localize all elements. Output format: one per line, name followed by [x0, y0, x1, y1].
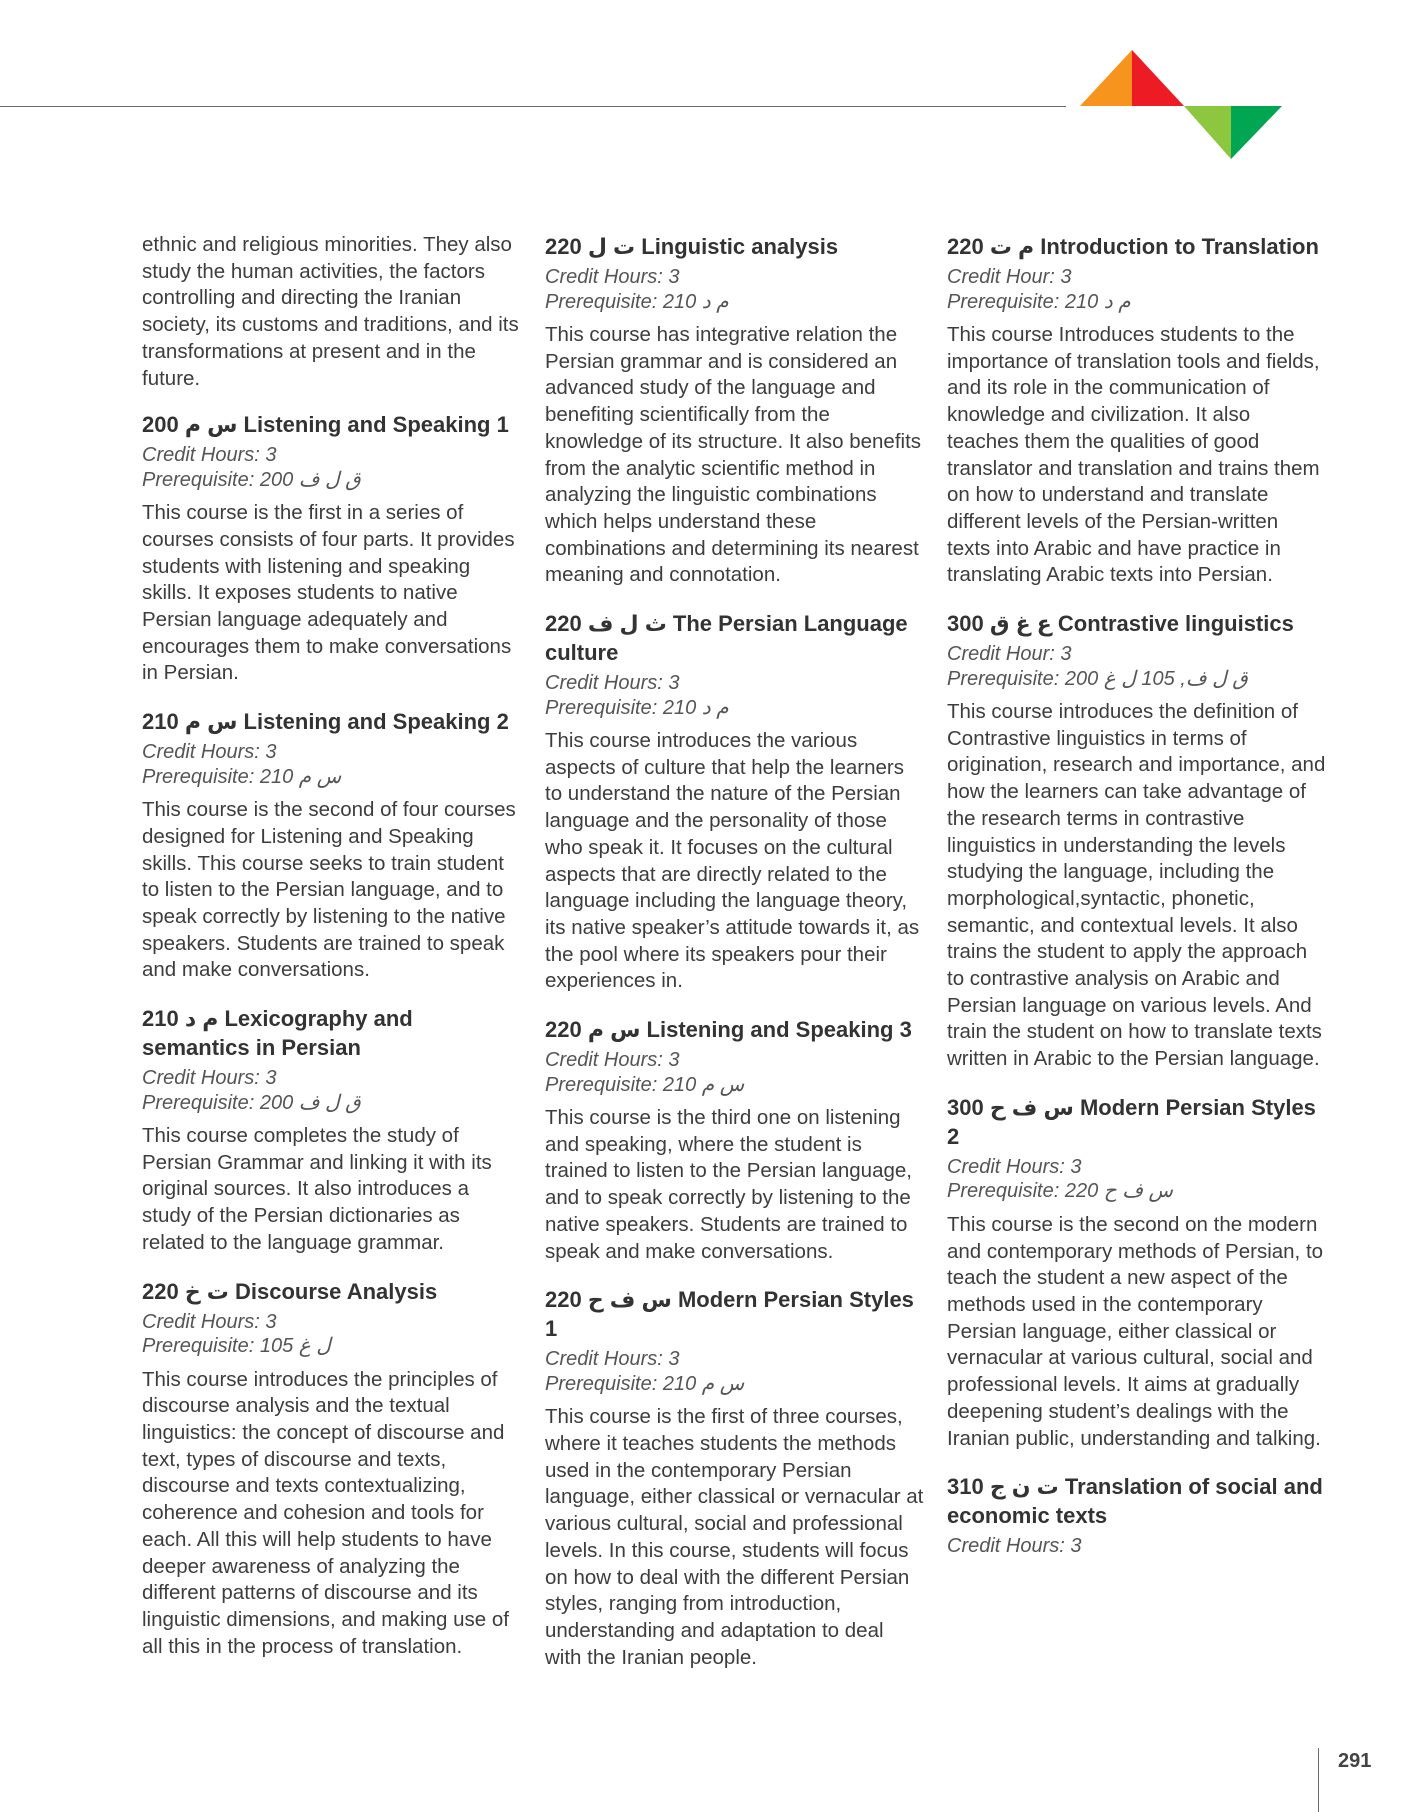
course-introduction-to-translation	[947, 232, 1327, 589]
triangle-logo-icon	[1080, 50, 1320, 165]
course-lexicography	[142, 1004, 522, 1257]
course-prerequisite: Prerequisite: 200 ق ل ف, 105 ل غ	[947, 667, 1248, 690]
course-credit: Credit Hours: 3	[947, 1155, 1082, 1178]
course-title: 310 ت ن ج Translation of social and economic texts	[947, 1474, 1323, 1529]
header-rule	[0, 106, 1066, 107]
course-title: 300 س ف ح Modern Persian Styles 2	[947, 1094, 1316, 1149]
course-prerequisite: Prerequisite: 220 س ف ح	[947, 1180, 1173, 1203]
intro-paragraph: ethnic and religious minorities. They also study the human activities, the factors controlling and directing the Iranian society, its customs and traditions, and its transformations at present and in the future.	[142, 233, 519, 390]
course-title: 220 ت ل Linguistic analysis	[545, 234, 839, 259]
course-credit: Credit Hours: 3	[545, 266, 680, 288]
course-credit: Credit Hours: 3	[142, 741, 277, 764]
course-description: This course is the third one on listening and speaking, where the student is trained to listen to the Persian language, and to speak correctly by listening to the native speakers. Students are trained to speak and make conversations.	[545, 1106, 912, 1263]
course-description: This course is the second of four courses designed for Listening and Speaking skills. This course seeks to train student to listen to the Persian language, and to speak correctly by listening to the native speakers. Students are trained to speak and make conversations.	[142, 798, 516, 982]
course-title: 210 م د Lexicography and semantics in Persian	[142, 1006, 413, 1061]
course-credit: Credit Hours: 3	[142, 1067, 277, 1090]
course-title: 220 س م Listening and Speaking 3	[545, 1017, 912, 1043]
course-modern-persian-styles-2	[947, 1093, 1327, 1452]
course-modern-persian-styles-1	[545, 1285, 925, 1671]
course-translation-social-economic	[947, 1472, 1327, 1559]
course-credit: Credit Hours: 3	[545, 672, 680, 695]
logo-red-triangle	[1132, 50, 1184, 106]
course-description: This course introduces the principles of discourse analysis and the textual linguistics: the concept of discourse and text, types of discourse and texts, discourse and texts contextualizing, coherence and cohesion and tools for each. All this will help students to have deeper awareness of analyzing the different patterns of discourse and its linguistic dimensions, and making use of all this in the process of translation.	[142, 1367, 509, 1658]
course-prerequisite: Prerequisite: 105 ل غ	[142, 1335, 331, 1358]
course-listening-speaking-1	[142, 410, 522, 687]
course-credit: Credit Hours: 3	[142, 1310, 277, 1333]
course-listening-speaking-2	[142, 707, 522, 984]
course-prerequisite: Prerequisite: 210 م د	[545, 290, 729, 313]
course-credit: Credit Hours: 3	[947, 1535, 1082, 1558]
logo-lightgreen-triangle	[1184, 106, 1231, 159]
course-discourse-analysis	[142, 1277, 522, 1661]
course-description: This course is the second on the modern and contemporary methods of Persian, to teach the student a new aspect of the methods used in the contemporary Persian language, either classical or vernacular at various cultural, social and professional levels. It aims at gradually deepening student’s dealings with the Iranian public, understanding and talking.	[947, 1212, 1324, 1450]
course-credit: Credit Hours: 3	[545, 1049, 680, 1072]
course-description: This course Introduces students to the importance of translation tools and fields, and its role in the communication of knowledge and civilization. It also teaches them the qualities of good translator and translation and trains them on how to understand and translate different levels of the Persian-written texts into Arabic and have practice in translating Arabic texts into Persian.	[947, 323, 1320, 587]
course-title: 220 ث ل ف The Persian Language culture	[545, 611, 908, 666]
course-persian-language-culture	[545, 609, 925, 995]
logo-orange-triangle	[1080, 50, 1132, 106]
course-description: This course introduces the various aspects of culture that help the learners to understand the nature of the Persian language and the personality of those who speak it. It focuses on the cultural aspects that are directly related to the language including the language theory, its native speaker’s attitude towards it, as the pool where its speakers pour their experiences in.	[545, 729, 920, 993]
course-title: 200 س م Listening and Speaking 1	[142, 412, 509, 438]
course-title: 220 س ف ح Modern Persian Styles 1	[545, 1287, 914, 1342]
course-credit: Credit Hour: 3	[947, 266, 1072, 288]
logo-green-triangle	[1231, 106, 1282, 159]
course-description: This course has integrative relation the Persian grammar and is considered an advanced study of the language and benefiting scientifically from the knowledge of its structure. It also benefits from the analytic scientific method in analyzing the linguistic combinations which helps understand these combinations and determining its nearest meaning and connotation.	[545, 323, 922, 587]
course-credit: Credit Hours: 3	[545, 1348, 680, 1371]
course-credit: Credit Hours: 3	[142, 444, 277, 467]
course-listening-speaking-3	[545, 1015, 925, 1265]
course-description: This course is the first of three courses, where it teaches students the methods used in the contemporary Persian language, either classical or vernacular at various cultural, social and professional levels. In this course, students will focus on how to deal with the different Persian styles, ranging from introduction, understanding and adaptation to deal with the Iranian people.	[545, 1405, 924, 1669]
course-credit: Credit Hour: 3	[947, 643, 1072, 666]
course-prerequisite: Prerequisite: 210 س م	[142, 765, 342, 788]
page-number-rule	[1318, 1748, 1319, 1812]
column-3	[947, 232, 1327, 1579]
course-prerequisite: Prerequisite: 210 م د	[545, 696, 729, 719]
page-number: 291	[1338, 1750, 1372, 1772]
course-prerequisite: Prerequisite: 200 ق ل ف	[142, 468, 361, 491]
course-prerequisite: Prerequisite: 210 س م	[545, 1073, 745, 1096]
course-contrastive-linguistics	[947, 609, 1327, 1073]
course-prerequisite: Prerequisite: 200 ق ل ف	[142, 1091, 361, 1114]
course-description: This course introduces the definition of Contrastive linguistics in terms of origination, research and importance, and how the learners can take advantage of the research terms in contrastive linguistics in understanding the levels studying the language, including the morphological,syntactic, phonetic, semantic, and contextual levels. It also trains the student to apply the approach to contrastive analysis on Arabic and Persian language on various levels. And train the student on how to translate texts written in Arabic to the Persian language.	[947, 700, 1326, 1071]
course-prerequisite: Prerequisite: 210 س م	[545, 1372, 745, 1395]
column-2	[545, 232, 925, 1691]
course-title: 210 س م Listening and Speaking 2	[142, 709, 509, 735]
course-description: This course completes the study of Persian Grammar and linking it with its original sources. It also introduces a study of the Persian dictionaries as related to the language grammar.	[142, 1124, 492, 1254]
course-description: This course is the first in a series of courses consists of four parts. It provides students with listening and speaking skills. It exposes students to native Persian language adequately and encourages them to make conversations in Persian.	[142, 501, 515, 685]
column-1	[142, 232, 522, 1680]
course-prerequisite: Prerequisite: 210 م د	[947, 290, 1131, 313]
course-linguistic-analysis	[545, 232, 925, 589]
course-title: 220 ت خ Discourse Analysis	[142, 1278, 438, 1304]
course-title: 300 ع غ ق Contrastive linguistics	[947, 611, 1294, 637]
course-title: 220 م ت Introduction to Translation	[947, 234, 1319, 259]
